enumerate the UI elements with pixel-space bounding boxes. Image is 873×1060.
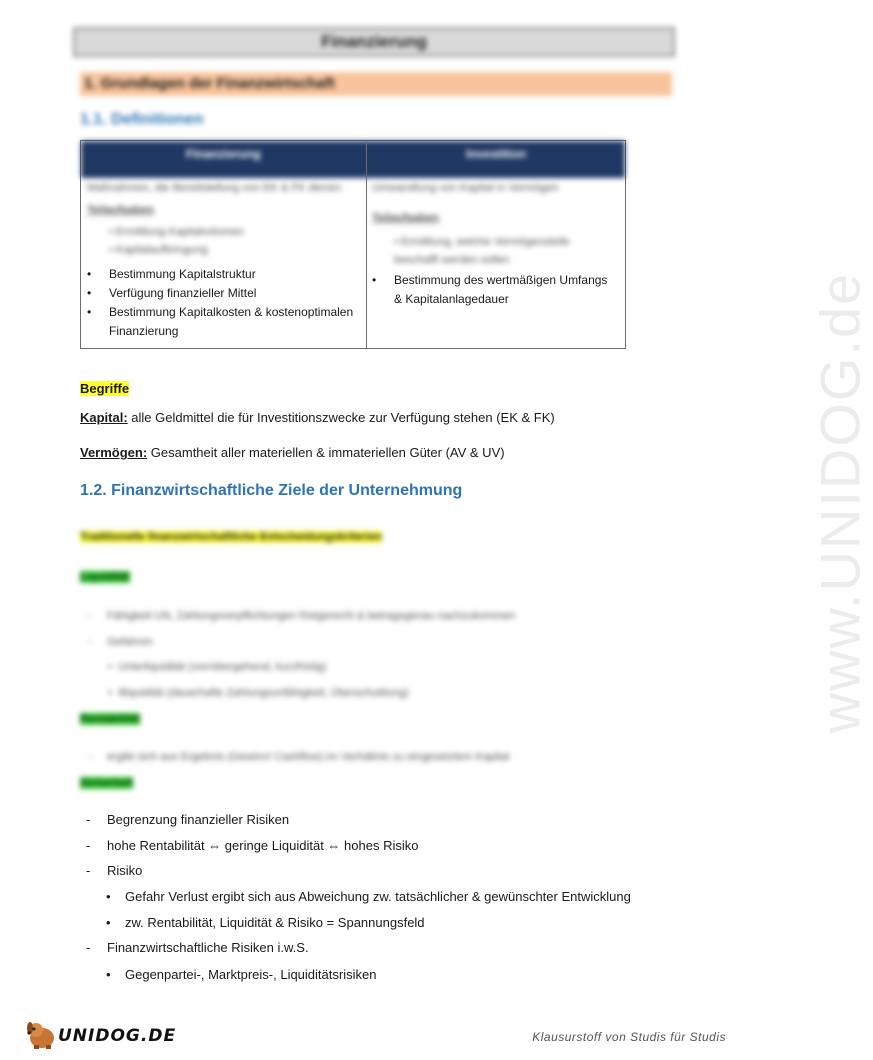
watermark: www.UNIDOG.de	[808, 271, 872, 734]
criteria-heading: Traditionelle finanzwirtschaftliche Entscheidungskriterien	[80, 531, 382, 543]
table-divider	[366, 141, 367, 348]
logo-text: UNIDOG.DE	[58, 1026, 177, 1046]
col1-items	[81, 265, 361, 341]
col2-item: • Bestimmung des wertmäßigen Umfangs & Kapitalanlagedauer	[394, 271, 616, 309]
col1-blurred-item: • Ermittlung Kapitalvolumen	[109, 226, 244, 238]
liquiditaet-label: Liquidität	[80, 571, 130, 583]
col2-intro: Umwandlung von Kapital in Vermögen	[372, 182, 559, 194]
section-heading-definitions: 1.1. Definitionen	[80, 111, 204, 128]
sicherheit-item: - Risiko	[86, 863, 143, 878]
sicherheit-item: - hohe Rentabilität ⇔ geringe Liquidität ⇔ hohes Risiko	[86, 838, 419, 853]
col2-subhead: Teilaufgaben	[372, 212, 440, 224]
unidog-logo[interactable]	[22, 1018, 177, 1050]
section-heading-goals: 1.2. Finanzwirtschaftliche Ziele der Unternehmung	[80, 482, 463, 499]
table-header-financing: Finanzierung	[186, 147, 261, 161]
col1-blurred	[87, 179, 357, 259]
definitions-table	[80, 140, 626, 349]
footer-tagline: Klausurstoff von Studis für Studis	[532, 1030, 726, 1044]
rent-item: - ergibt sich aus Ergebnis (Gewinn/ Cashflow) im Verhältnis zu eingesetztem Kapital	[88, 751, 510, 763]
kapital-term: Kapital:	[80, 410, 128, 425]
sicherheit-item: - Begrenzung finanzieller Risiken	[86, 812, 290, 827]
liq-subitem: • Illiquidität (dauerhafte Zahlungsunfähigkeit, Überschuldung)	[108, 687, 409, 699]
col2-blurred	[372, 179, 617, 269]
sicherheit-subitem: • Gegenpartei-, Marktpreis-, Liquiditätsrisiken	[106, 967, 377, 982]
dog-mascot-icon	[22, 1018, 62, 1050]
sicherheit-subitem: • Gefahr Verlust ergibt sich aus Abweichung zw. tatsächlicher & gewünschter Entwicklung	[106, 889, 631, 904]
col1-item: • Verfügung finanzieller Mittel	[109, 284, 361, 303]
kapital-definition: Kapital: alle Geldmittel die für Investitionszwecke zur Verfügung stehen (EK & FK)	[80, 410, 555, 425]
sicherheit-label: Sicherheit	[80, 777, 134, 789]
vermoegen-term: Vermögen:	[80, 445, 148, 460]
rentabilitaet-label: Rentabilität	[80, 713, 140, 725]
col1-item: • Bestimmung Kapitalstruktur	[109, 265, 361, 284]
vermoegen-definition: Vermögen: Gesamtheit aller materiellen & immateriellen Güter (AV & UV)	[80, 445, 505, 460]
table-header	[81, 141, 625, 178]
liq-item: - Fähigkeit UN, Zahlungsverpflichtungen fristgerecht & betragsgenau nachzukommen	[88, 610, 516, 622]
chapter-heading: 1. Grundlagen der Finanzwirtschaft	[80, 72, 672, 96]
col1-blurred-item: • Kapitalaufbringung	[109, 244, 208, 256]
liq-subitem: • Unterliquidität (vorrübergehend, kurzfristig)	[108, 661, 327, 673]
col2-blurred-item: • Ermittlung, welche Vermögensteile beschafft werden sollen	[394, 236, 570, 266]
liq-item: - Gefahren	[88, 636, 153, 648]
col1-intro: Maßnahmen, die Bereitstellung von EK & FK dienen	[87, 182, 342, 194]
sicherheit-subitem: • zw. Rentabilität, Liquidität & Risiko = Spannungsfeld	[106, 915, 425, 930]
col1-item: • Bestimmung Kapitalkosten & kostenoptimalen Finanzierung	[109, 303, 361, 341]
page-title: Finanzierung	[73, 27, 675, 57]
sicherheit-item: - Finanzwirtschaftliche Risiken i.w.S.	[86, 940, 309, 955]
col2-items	[366, 271, 616, 309]
col1-subhead: Teilaufgaben	[87, 204, 155, 216]
table-header-investment: Investition	[466, 147, 527, 161]
begriffe-label: Begriffe	[80, 381, 130, 396]
